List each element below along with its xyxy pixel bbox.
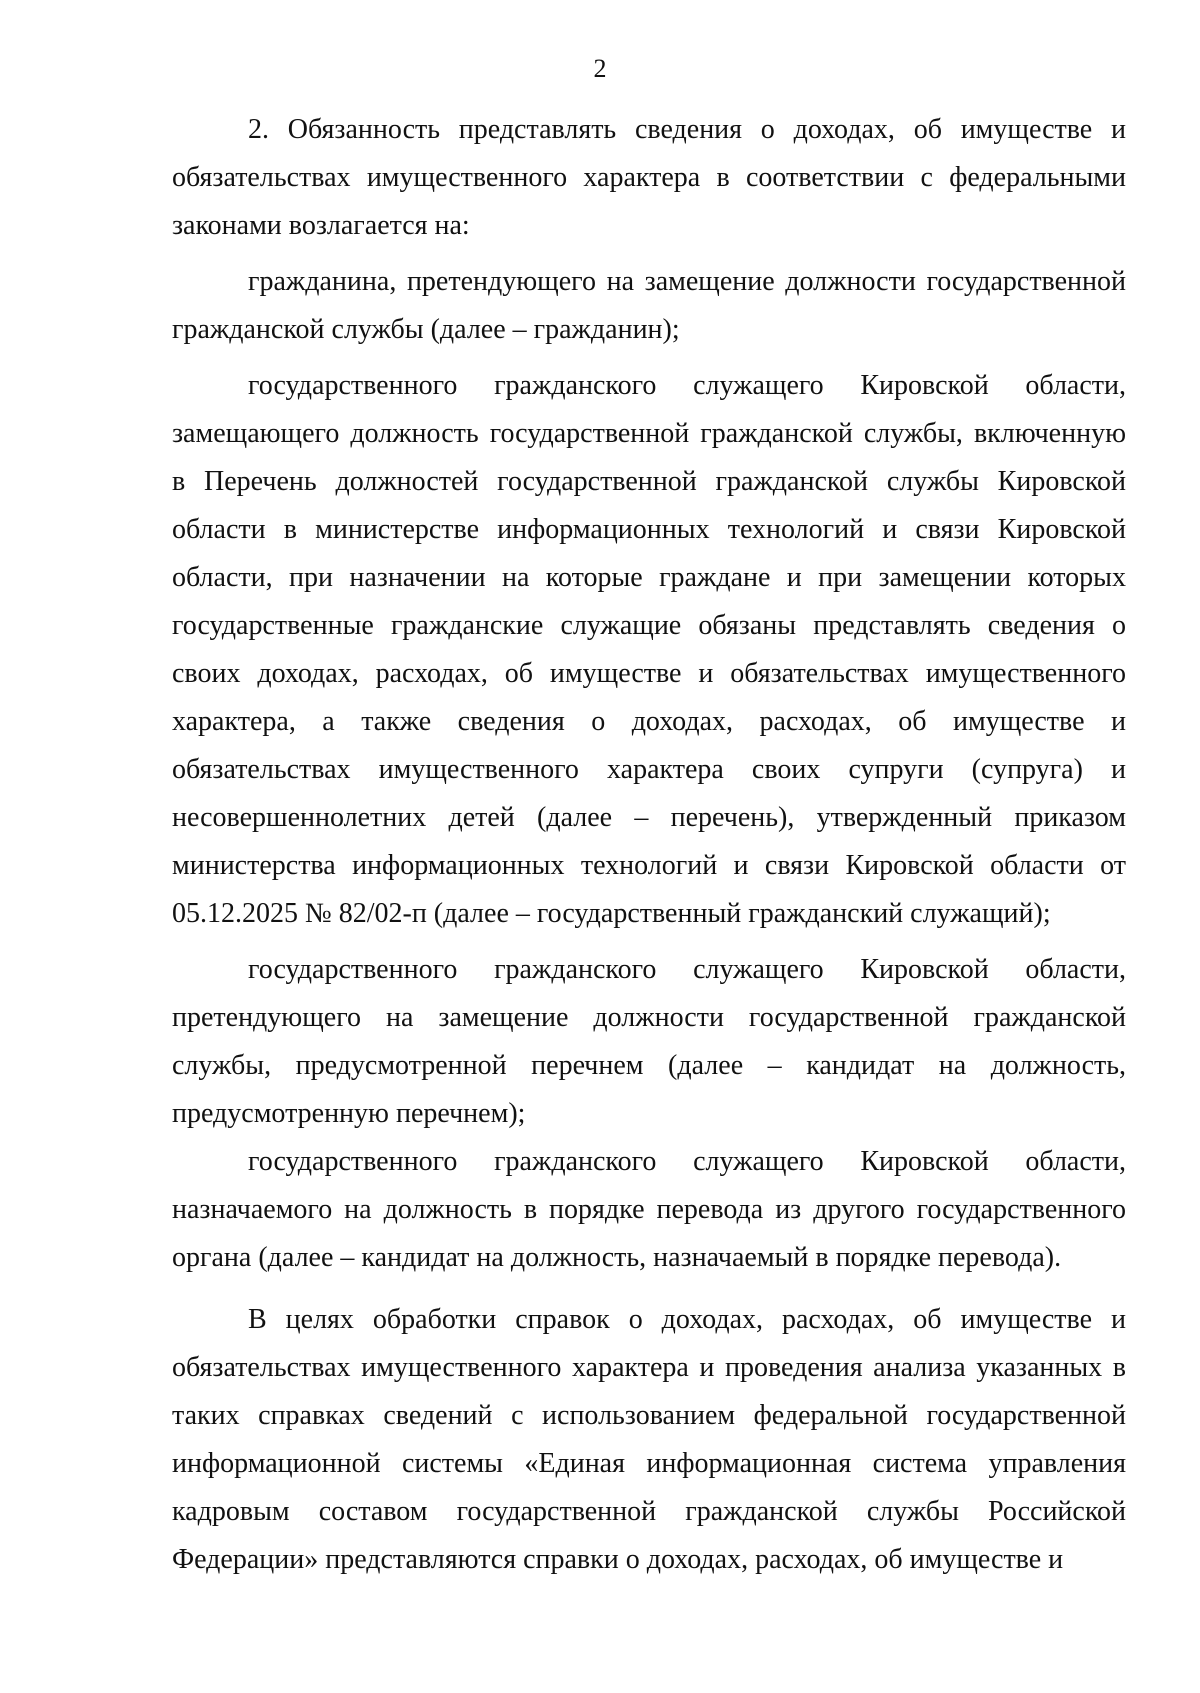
page-number: 2 xyxy=(593,54,607,83)
paragraph-citizen: гражданина, претендующего на замещение должности государственной гражданской службы (далее – гражданин); xyxy=(172,266,1126,345)
paragraph-civil-servant: государственного гражданского служащего Кировской области, замещающего должность государственной гражданской службы, включенную в Перечень должностей государственной гражданской службы Кировской области в министерстве информационных технологий и связи Кировской области, при назначении на которые граждане и при замещении которых государственные гражданские служащие обязаны представлять сведения о своих доходах, расходах, об имуществе и обязательствах имущественного характера, а также сведения о доходах, расходах, об имуществе и обязательствах имущественного характера своих супруги (супруга) и несовершеннолетних детей (далее – перечень), утвержденный приказом министерства информационных технологий и связи Кировской области от 05.12.2025 № 82/02-п (далее – государственный гражданский служащий); xyxy=(172,370,1126,929)
document-body xyxy=(172,106,1126,1584)
paragraph-obligation-intro: 2. Обязанность представлять сведения о доходах, об имуществе и обязательствах имущественного характера в соответствии с федеральными законами возлагается на: xyxy=(172,114,1126,241)
paragraph-candidate-list: государственного гражданского служащего Кировской области, претендующего на замещение должности государственной гражданской службы, предусмотренной перечнем (далее – кандидат на должность, предусмотренную перечнем); xyxy=(172,954,1126,1129)
paragraph-candidate-transfer: государственного гражданского служащего Кировской области, назначаемого на должность в порядке перевода из другого государственного органа (далее – кандидат на должность, назначаемый в порядке перевода). xyxy=(172,1146,1126,1273)
paragraph-processing-purpose: В целях обработки справок о доходах, расходах, об имуществе и обязательствах имущественного характера и проведения анализа указанных в таких справках сведений с использованием федеральной государственной информационной системы «Единая информационная система управления кадровым составом государственной гражданской службы Российской Федерации» представляются справки о доходах, расходах, об имуществе и xyxy=(172,1304,1126,1575)
